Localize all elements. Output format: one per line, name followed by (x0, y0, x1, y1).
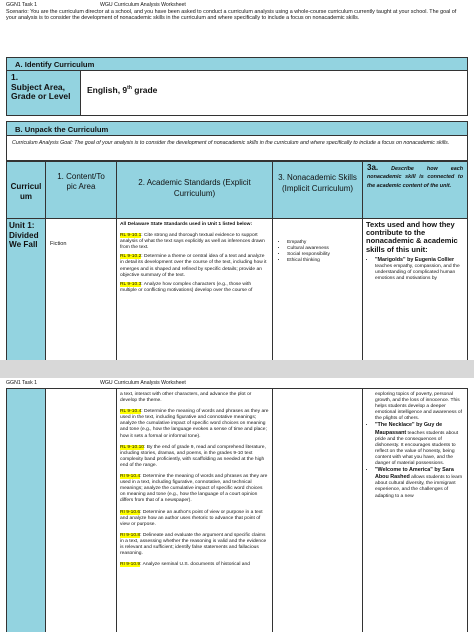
section-b-header (6, 121, 468, 136)
skill-item: • Ethical thinking (287, 258, 362, 264)
standards-continued: a text, interact with other characters, and advance the plot or develop the theme. (120, 392, 252, 404)
skills-list (273, 219, 362, 264)
standard-text: : By the end of grade 9, read and comprehend literature, including stories, dramas, and poems, in the grades 9-10 text complexity band proficiently, with scaffolding as needed at the high end of the range. (120, 444, 266, 468)
subject-label-cell (6, 70, 81, 116)
standard-code: RL 9-10.4 (120, 409, 142, 415)
texts-list-cont (363, 422, 467, 499)
standard-text: : Delineate and evaluate the argument and specific claims in a text, assessing whether the reasoning is valid and the evidence is relevant and sufficient; identify false statements and fallacious reasoning. (120, 532, 267, 557)
analysis-goal-cell (6, 135, 468, 161)
skill-item: • Empathy (287, 240, 362, 246)
analysis-goal: Curriculum Analysis Goal: The goal of your analysis is to consider the development of nonacademic skills in the curriculum and where specifically to include a focus on nonacademic skills. (12, 140, 450, 146)
texts-cell-cont (362, 388, 468, 632)
standards-list (117, 233, 272, 294)
content-cell (45, 218, 117, 360)
header-title: WGU Curriculum Analysis Worksheet (100, 2, 186, 8)
standards-list-cont (117, 409, 272, 568)
standard-code: RI 9-10.6 (120, 509, 141, 515)
texts-heading: Texts used and how they contribute to the nonacademic & academic skills of this unit: (366, 220, 458, 254)
standard-text: : Determine the meaning of words and phrases as they are used in a text, including figurative, connotative, and technical meanings; analyze the cumulative impact of specific word choices on meaning and tone (e.g., how the language of a court opinion differs from that of a newspaper). (120, 474, 268, 504)
unit-name: Unit 1: Divided We Fall (9, 221, 39, 249)
standard-item (120, 233, 269, 251)
col-nonacademic-header: 3. Nonacademic Skills (Implicit Curriculum) (272, 161, 363, 219)
standard-code: RL 9-10.3 (120, 281, 142, 287)
text1-desc-cont: exploring topics of poverty, personal growth, and the loss of innocence. This helps students develop a deeper emotional intelligence and awareness of the plights of others. (375, 392, 462, 422)
unit-name-cell (6, 218, 46, 360)
col-texts-instructions: 3a. Describe how each nonacademic skill is connected to the academic content of the unit. (367, 163, 463, 189)
standard-item (120, 409, 269, 439)
standard-text: : Cite strong and thorough textual evidence to support analysis of what the text says explicitly as well as inferences drawn from the text. (120, 233, 265, 251)
col-academic-header: 2. Academic Standards (Explicit Curriculum) (116, 161, 273, 219)
unit-name-cell-cont (6, 388, 46, 632)
standard-item (120, 254, 269, 278)
scenario-text: Scenario: You are the curriculum director at a school, and you have been asked to conduct a curriculum analysis using a whole-course curriculum currently taught at your school. The goal of your analysis is to consider the development of nonacademic skills in the curriculum and where specifically to include a focus on nonacademic skills. (6, 9, 457, 22)
skills-cell-cont (272, 388, 363, 632)
standard-item (120, 510, 269, 528)
content-cell-cont (45, 388, 117, 632)
standard-code: RL 9-10.2 (120, 254, 142, 260)
subject-value: English, 9th grade (87, 85, 158, 95)
standard-code: RI 9-10.4 (120, 474, 141, 480)
skill-item: • Social responsibility (287, 252, 362, 258)
standards-cell-cont (116, 388, 273, 632)
standard-text: : Determine a theme or central idea of a text and analyze in detail its development over the course of the text, including how it emerges and is shaped and refined by specific details; provide an objective summary of the text. (120, 254, 267, 278)
col-curriculum-header: Curricul um (6, 161, 46, 219)
subject-label: 1. Subject Area, Grade or Level (11, 72, 71, 101)
texts-cell (362, 218, 468, 360)
content-value: Fiction (50, 241, 67, 247)
texts-list (363, 257, 467, 282)
standard-code: RI 9-10.8 (120, 532, 141, 538)
standard-code: RL 9-10.1 (120, 233, 142, 239)
text-item: • "The Necklace" by Guy de Maupassant teaches students about pride and the consequences of dishonesty. It encourages students to reflect on the value of honesty, being content with what you have, and the danger of material possessions. (375, 422, 464, 467)
standard-text: : Determine an author's point of view or purpose in a text and analyze how an author uses rhetoric to advance that point of view or purpose. (120, 509, 263, 527)
text-item: • "Welcome to America" by Sara Abou Rashed allows students to learn about cultural diversity, the immigrant experience, and the challenges of adapting to a new (375, 467, 464, 499)
standard-text: : Analyze seminal U.S. documents of historical and (140, 562, 250, 568)
standard-item (120, 474, 269, 504)
standard-code: RI 9-10.9 (120, 562, 141, 568)
standard-code: RL 9-10.10 (120, 444, 145, 450)
skills-cell (272, 218, 363, 360)
section-a-title: A. Identify Curriculum (15, 60, 95, 69)
standard-item (120, 445, 269, 469)
standards-intro: All Delaware State Standards used in Unit 1 listed below: (120, 222, 253, 227)
skill-item: • Cultural awareness (287, 246, 362, 252)
text-item: • "Marigolds" by Eugenia Collier teaches empathy, compassion, and the understanding of complicated human emotions and motivations by (375, 257, 464, 282)
section-a-header (6, 57, 468, 71)
section-b-title: B. Unpack the Curriculum (15, 125, 109, 134)
standard-text: : Analyze how complex characters (e.g., those with multiple or conflicting motivations) develop over the course of (120, 281, 253, 293)
col-texts-header (362, 161, 468, 219)
standard-item (120, 282, 269, 294)
standard-text: : Determine the meaning of words and phrases as they are used in the text, including figurative and connotative meanings; analyze the cumulative impact of specific word choices on meaning and tone (e.g., how the language evokes a sense of time and place; how it sets a formal or informal tone). (120, 409, 269, 439)
standard-item (120, 562, 269, 568)
header-title: WGU Curriculum Analysis Worksheet (100, 380, 186, 386)
worksheet-page-2 (0, 378, 474, 632)
standards-cell (116, 218, 273, 360)
header-course-code: GGN1 Task 1 (6, 380, 38, 386)
subject-value-cell (80, 70, 468, 116)
header-course-code: GGN1 Task 1 (6, 2, 38, 8)
standard-item (120, 533, 269, 557)
col-content-header: 1. Content/To pic Area (45, 161, 117, 219)
